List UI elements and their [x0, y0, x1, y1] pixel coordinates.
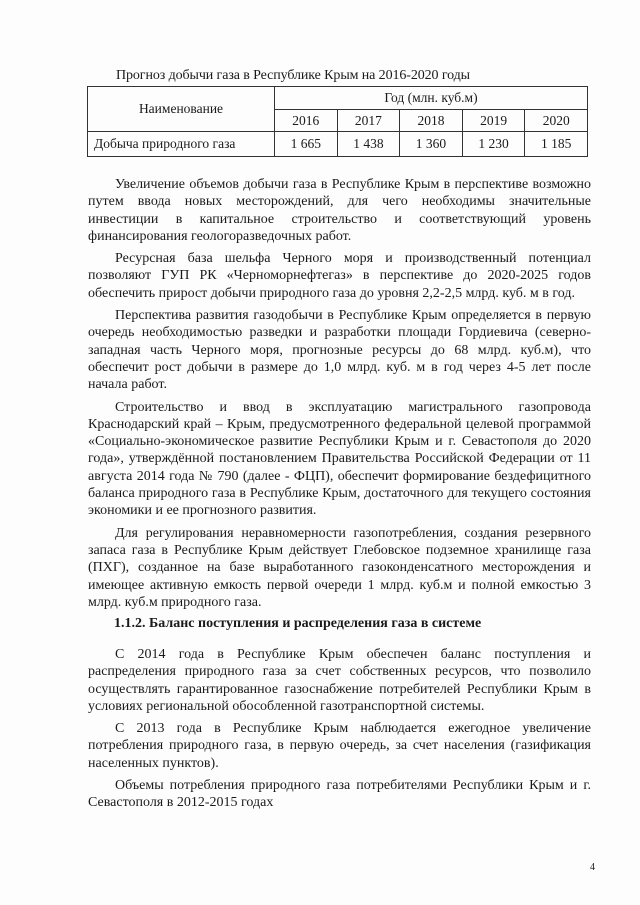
paragraph: Перспектива развития газодобычи в Республике Крым определяется в первую очередь необходимостью разведки и разработки площади Гордиевича (северно-западная часть Черного моря, прогнозные ресурсы до 68 млрд. куб.м), что обеспечит рост добычи в размере до 1,0 млрд. куб. м в год через 4-5 лет после начала работ. — [88, 308, 591, 393]
table-year-cell: 2017 — [337, 110, 400, 132]
table-year-cell: 2019 — [462, 110, 525, 132]
body-text-bottom — [88, 646, 591, 817]
table-header-name: Наименование — [88, 87, 275, 132]
paragraph: Увеличение объемов добычи газа в Республике Крым в перспективе возможно путем ввода новых месторождений, для чего необходимы значительные инвестиции в капитальное строительство и соответствующий уровень финансирования геологоразведочных работ. — [88, 177, 591, 244]
paragraph: Объемы потребления природного газа потребителями Республики Крым и г. Севастополя в 2012-2015 годах — [88, 778, 591, 811]
section-heading: 1.1.2. Баланс поступления и распределения газа в системе — [114, 616, 482, 631]
paragraph: С 2014 года в Республике Крым обеспечен баланс поступления и распределения природного газа за счет собственных ресурсов, что позволило осуществлять гарантированное газоснабжение потребителей Республики Крым в условиях региональной обособленной газотранспортной системы. — [88, 647, 591, 714]
table-row-name: Добыча природного газа — [88, 132, 275, 157]
table-header-year: Год (млн. куб.м) — [275, 87, 588, 110]
table-caption: Прогноз добычи газа в Республике Крым на 2016-2020 годы — [116, 68, 470, 83]
table-value-cell: 1 438 — [337, 132, 400, 157]
table-year-cell: 2016 — [275, 110, 338, 132]
paragraph: С 2013 года в Республике Крым наблюдается ежегодное увеличение потребления природного газа, в первую очередь, за счет населения (газификация населенных пунктов). — [88, 721, 591, 771]
table-value-cell: 1 185 — [525, 132, 588, 157]
paragraph: Строительство и ввод в эксплуатацию магистрального газопровода Краснодарский край – Крым, предусмотренного федеральной целевой программой «Социально-экономическое развитие Республики Крым и г. Севастополя до 2020 года», утверждённой постановлением Правительства Российской Федерации от 11 августа 2014 года № 790 (далее - ФЦП), обеспечит формирование бездефицитного баланса природного газа в Республике Крым, достаточного для текущего состояния экономики и ее прогнозного развития. — [88, 399, 591, 519]
body-text-top — [88, 176, 591, 616]
table-value-cell: 1 230 — [462, 132, 525, 157]
paragraph: Для регулирования неравномерности газопотребления, создания резервного запаса газа в Республике Крым действует Глебовское подземное хранилище газа (ПХГ), созданное на базе выработанного газоконденсатного месторождения и имеющее активную емкость первой очереди 1 млрд. куб.м и полной емкостью 3 млрд. куб.м природного газа. — [88, 525, 591, 610]
paragraph: Ресурсная база шельфа Черного моря и производственный потенциал позволяют ГУП РК «Черноморнефтегаз» в перспективе до 2020-2025 годов обеспечить прирост добычи природного газа до уровня 2,2-2,5 млрд. куб. м в год. — [88, 251, 591, 301]
table-year-cell: 2020 — [525, 110, 588, 132]
table-value-cell: 1 360 — [400, 132, 463, 157]
page-number: 4 — [590, 862, 595, 873]
table-year-cell: 2018 — [400, 110, 463, 132]
table-value-cell: 1 665 — [275, 132, 338, 157]
gas-forecast-table — [87, 86, 588, 157]
